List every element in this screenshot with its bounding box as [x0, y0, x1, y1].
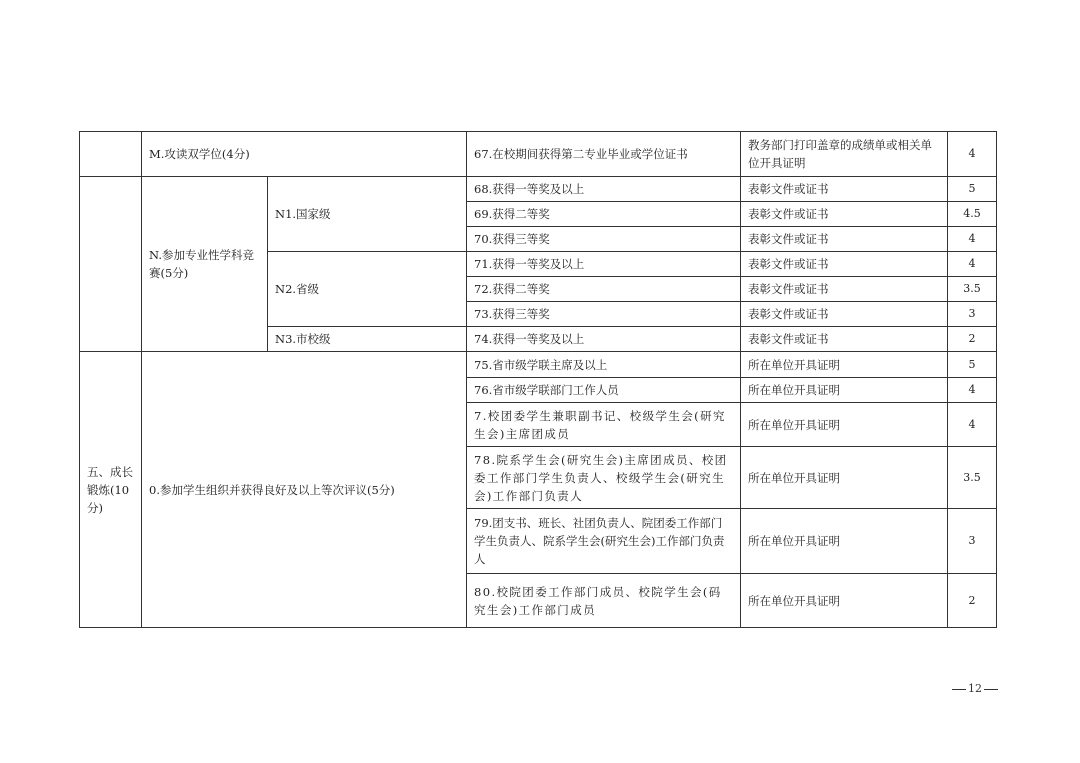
proof-cell: 所在单位开具证明: [741, 509, 948, 574]
item-cell: 79.团支书、班长、社团负责人、院团委工作部门学生负责人、院系学生会(研究生会)工作部门负责人: [467, 509, 741, 574]
score-cell: 4: [948, 403, 997, 447]
proof-cell: 所在单位开具证明: [741, 378, 948, 403]
sublevel-cell-n2: N2.省级: [268, 252, 467, 327]
section-cell-empty: [80, 132, 142, 177]
table-row: [80, 177, 997, 202]
table-row: [80, 132, 997, 177]
proof-cell: 教务部门打印盖章的成绩单或相关单位开具证明: [741, 132, 948, 177]
score-cell: 3.5: [948, 447, 997, 509]
table-row: [80, 352, 997, 378]
item-cell: 67.在校期间获得第二专业毕业或学位证书: [467, 132, 741, 177]
score-cell: 5: [948, 177, 997, 202]
proof-cell: 表彰文件或证书: [741, 177, 948, 202]
item-cell: 68.获得一等奖及以上: [467, 177, 741, 202]
score-cell: 4.5: [948, 202, 997, 227]
item-cell: 70.获得三等奖: [467, 227, 741, 252]
score-cell: 2: [948, 574, 997, 628]
item-cell: 7.校团委学生兼职副书记、校级学生会(研究生会)主席团成员: [467, 403, 741, 447]
item-cell: 71.获得一等奖及以上: [467, 252, 741, 277]
score-cell: 3.5: [948, 277, 997, 302]
sublevel-cell-n1: N1.国家级: [268, 177, 467, 252]
proof-cell: 表彰文件或证书: [741, 202, 948, 227]
sublevel-cell-n3: N3.市校级: [268, 327, 467, 352]
item-cell: 78.院系学生会(研究生会)主席团成员、校团委工作部门学生负责人、校级学生会(研究生会)工作部门负责人: [467, 447, 741, 509]
score-cell: 4: [948, 227, 997, 252]
item-cell: 74.获得一等奖及以上: [467, 327, 741, 352]
proof-cell: 表彰文件或证书: [741, 327, 948, 352]
score-cell: 3: [948, 509, 997, 574]
score-cell: 2: [948, 327, 997, 352]
group-cell-m: M.攻读双学位(4分): [142, 132, 467, 177]
item-cell: 76.省市级学联部门工作人员: [467, 378, 741, 403]
proof-cell: 表彰文件或证书: [741, 252, 948, 277]
score-cell: 4: [948, 378, 997, 403]
group-cell-o: 0.参加学生组织并获得良好及以上等次评议(5分): [142, 352, 467, 628]
dash-right: [984, 689, 998, 690]
item-cell: 75.省市级学联主席及以上: [467, 352, 741, 378]
group-cell-n: N.参加专业性学科竞赛(5分): [142, 177, 268, 352]
page-number-text: 12: [968, 682, 982, 695]
proof-cell: 所在单位开具证明: [741, 574, 948, 628]
score-cell: 3: [948, 302, 997, 327]
score-cell: 4: [948, 132, 997, 177]
score-cell: 5: [948, 352, 997, 378]
page-number: [950, 682, 1000, 695]
proof-cell: 所在单位开具证明: [741, 352, 948, 378]
item-cell: 72.获得二等奖: [467, 277, 741, 302]
proof-cell: 表彰文件或证书: [741, 277, 948, 302]
section-cell-empty: [80, 177, 142, 352]
item-cell: 73.获得三等奖: [467, 302, 741, 327]
item-cell: 69.获得二等奖: [467, 202, 741, 227]
dash-left: [952, 689, 966, 690]
proof-cell: 表彰文件或证书: [741, 227, 948, 252]
score-cell: 4: [948, 252, 997, 277]
proof-cell: 所在单位开具证明: [741, 403, 948, 447]
proof-cell: 所在单位开具证明: [741, 447, 948, 509]
item-cell: 80.校院团委工作部门成员、校院学生会(码究生会)工作部门成员: [467, 574, 741, 628]
score-table: [79, 131, 997, 628]
section-cell-five: 五、成长锻炼(10分): [80, 352, 142, 628]
proof-cell: 表彰文件或证书: [741, 302, 948, 327]
